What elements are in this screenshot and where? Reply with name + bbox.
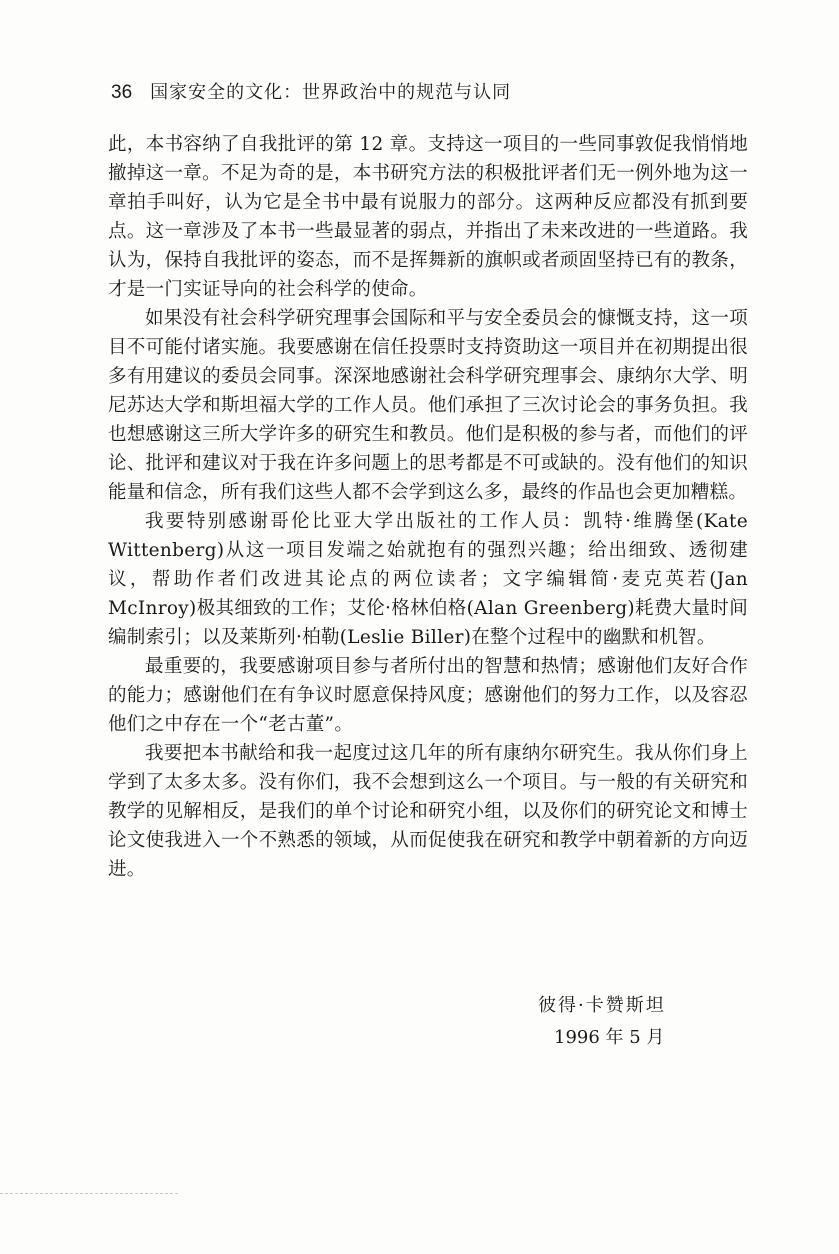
- page-number: 36: [111, 82, 133, 103]
- signature-date: 1996 年 5 月: [554, 1027, 665, 1048]
- paragraph: 我要把本书献给和我一起度过这几年的所有康纳尔研究生。我从你们身上学到了太多太多。没有你们，我不会想到这么一个项目。与一般的有关研究和教学的见解相反，是我们的单个讨论和研究小组，以及你们的研究论文和博士论文使我进入一个不熟悉的领域，从而促使我在研究和教学中朝着新的方向迈进。: [108, 743, 748, 880]
- running-header: [111, 78, 751, 108]
- paragraph: 最重要的，我要感谢项目参与者所付出的智慧和热情；感谢他们友好合作的能力；感谢他们在有争议时愿意保持风度；感谢他们的努力工作，以及容忍他们之中存在一个“老古董”。: [108, 656, 748, 735]
- book-title: 国家安全的文化：世界政治中的规范与认同: [150, 82, 512, 103]
- paragraph: 如果没有社会科学研究理事会国际和平与安全委员会的慷慨支持，这一项目不可能付诸实施。我要感谢在信任投票时支持资助这一项目并在初期提出很多有用建议的委员会同事。深深地感谢社会科学研究理事会、康纳尔大学、明尼苏达大学和斯坦福大学的工作人员。他们承担了三次讨论会的事务负担。我也想感谢这三所大学许多的研究生和教员。他们是积极的参与者，而他们的评论、批评和建议对于我在许多问题上的思考都是不可或缺的。没有他们的知识能量和信念，所有我们这些人都不会学到这么多，最终的作品也会更加糟糕。: [108, 308, 748, 503]
- body-text: [108, 130, 748, 884]
- signature-block: [538, 990, 758, 1054]
- scan-artifact-line: [0, 1193, 178, 1194]
- paragraph: 此，本书容纳了自我批评的第 12 章。支持这一项目的一些同事敦促我悄悄地撤掉这一章。不足为奇的是，本书研究方法的积极批评者们无一例外地为这一章拍手叫好，认为它是全书中最有说服力的部分。这两种反应都没有抓到要点。这一章涉及了本书一些最显著的弱点，并指出了未来改进的一些道路。我认为，保持自我批评的姿态，而不是挥舞新的旗帜或者顽固坚持已有的教条，才是一门实证导向的社会科学的使命。: [108, 134, 748, 300]
- paragraph: 我要特别感谢哥伦比亚大学出版社的工作人员：凯特·维腾堡(Kate Wittenberg)从这一项目发端之始就抱有的强烈兴趣；给出细致、透彻建议，帮助作者们改进其论点的两位读者；文字编辑简·麦克英若(Jan McInroy)极其细致的工作；艾伦·格林伯格(Alan Greenberg)耗费大量时间编制索引；以及莱斯列·柏勒(Leslie Biller)在整个过程中的幽默和机智。: [108, 511, 748, 648]
- author-name: 彼得·卡赞斯坦: [538, 995, 666, 1016]
